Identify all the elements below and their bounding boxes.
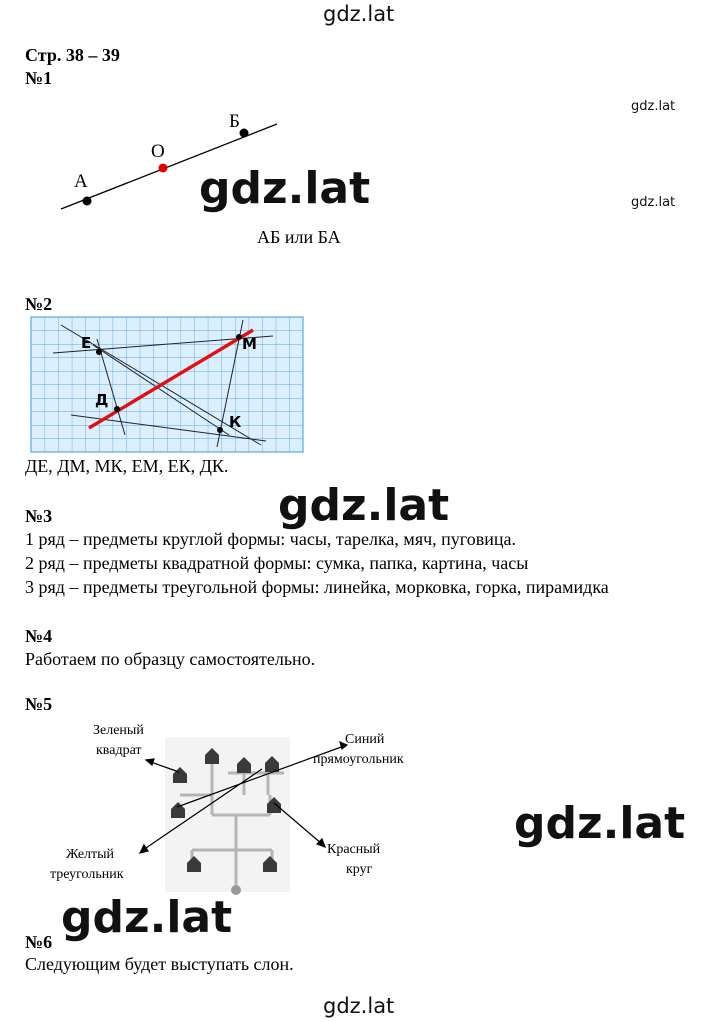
task2-number: №2: [25, 294, 53, 314]
watermark-small: gdz.lat: [631, 99, 676, 114]
task4-text: Работаем по образцу самостоятельно.: [25, 649, 316, 669]
task2-answer: ДЕ, ДМ, МК, ЕМ, ЕК, ДК.: [25, 456, 229, 476]
label-blue-rectangle-1: Синий: [345, 732, 385, 747]
point-d-label: Д: [95, 391, 109, 409]
label-red-circle-1: Красный: [327, 842, 381, 857]
watermark-bottom: gdz.lat: [323, 994, 395, 1018]
point-b-label: Б: [229, 111, 240, 132]
label-red-circle-2: круг: [346, 862, 373, 877]
label-blue-rectangle-2: прямоугольник: [313, 752, 404, 767]
point-m-label: М: [242, 335, 257, 353]
task1-answer: АБ или БА: [257, 227, 341, 247]
point-k-label: К: [229, 413, 242, 431]
task3-line-2: 2 ряд – предметы квадратной формы: сумка, папка, картина, часы: [25, 553, 529, 573]
label-yellow-triangle-1: Желтый: [66, 847, 115, 862]
task1-number: №1: [25, 68, 53, 88]
task5-number: №5: [25, 694, 53, 714]
task3-line-1: 1 ряд – предметы круглой формы: часы, тарелка, мяч, пуговица.: [25, 529, 516, 549]
label-green-square-2: квадрат: [96, 743, 142, 758]
watermark-large: gdz.lat: [514, 798, 686, 849]
label-green-square-1: Зеленый: [93, 723, 144, 738]
watermark-large: gdz.lat: [61, 892, 233, 943]
label-yellow-triangle-2: треугольник: [50, 867, 124, 882]
task4-number: №4: [25, 626, 53, 646]
task3-line-3: 3 ряд – предметы треугольной формы: линейка, морковка, горка, пирамидка: [25, 577, 609, 597]
point-e-label: Е: [81, 334, 92, 352]
task3-number: №3: [25, 506, 53, 526]
task6-text: Следующим будет выступать слон.: [25, 954, 294, 974]
point-o-label: О: [151, 141, 165, 162]
task6-number: №6: [25, 932, 53, 952]
watermark-large: gdz.lat: [199, 163, 371, 214]
page-range-heading: Стр. 38 – 39: [25, 45, 120, 65]
point-a-label: А: [74, 171, 88, 192]
watermark-top: gdz.lat: [323, 2, 395, 26]
watermark-small: gdz.lat: [631, 195, 676, 210]
watermark-large: gdz.lat: [278, 480, 450, 531]
